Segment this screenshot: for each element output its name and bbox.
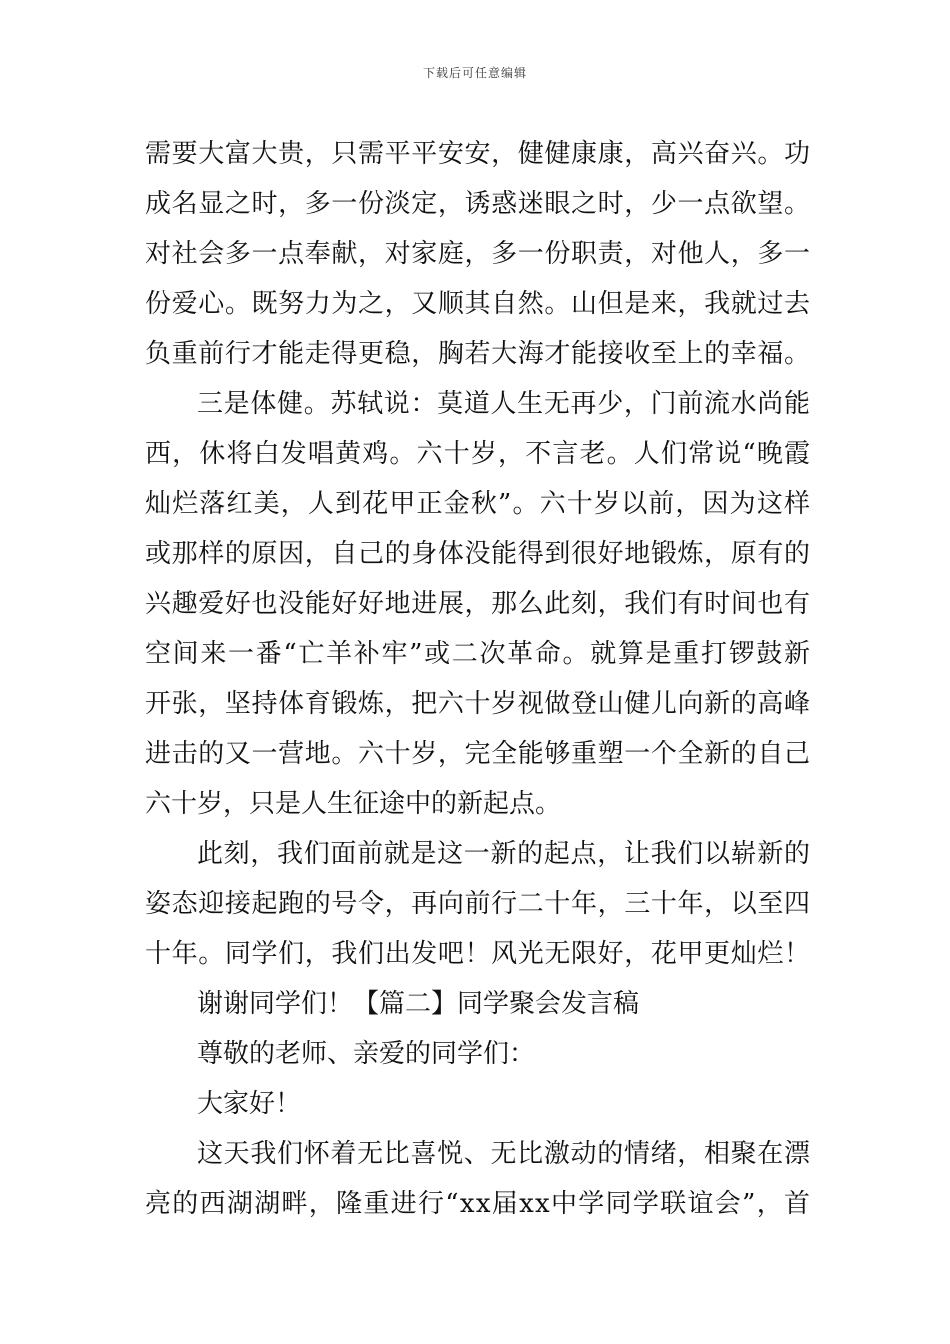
page-header: 下载后可任意编辑 xyxy=(422,66,527,80)
text-line: 或那样的原因，自己的身体没能得到很好地锻炼，原有的 xyxy=(145,539,811,569)
text-line: 这天我们怀着无比喜悦、无比激动的情绪，相聚在漂 xyxy=(197,1139,811,1169)
text-line: 亮的西湖湖畔，隆重进行“xx届xx中学同学联谊会”，首 xyxy=(145,1189,812,1219)
text-line: 成名显之时，多一份淡定，诱惑迷眼之时，少一点欲望。 xyxy=(145,189,811,219)
text-line: 开张，坚持体育锻炼，把六十岁视做登山健儿向新的高峰 xyxy=(145,689,811,719)
text-line: 负重前行才能走得更稳，胸若大海才能接收至上的幸福。 xyxy=(145,339,811,369)
text-line: 六十岁，只是人生征途中的新起点。 xyxy=(145,789,562,819)
text-line: 十年。同学们，我们出发吧！风光无限好，花甲更灿烂！ xyxy=(145,939,811,969)
text-line: 西，休将白发唱黄鸡。六十岁，不言老。人们常说“晚霞 xyxy=(145,439,812,469)
text-line: 谢谢同学们！【篇二】同学聚会发言稿 xyxy=(197,989,640,1019)
text-line: 需要大富大贵，只需平平安安，健健康康，高兴奋兴。功 xyxy=(145,139,811,169)
text-line: 三是体健。苏轼说：莫道人生无再少，门前流水尚能 xyxy=(197,389,811,419)
text-line: 兴趣爱好也没能好好地进展，那么此刻，我们有时间也有 xyxy=(145,589,811,619)
text-line: 尊敬的老师、亲爱的同学们： xyxy=(197,1039,536,1069)
text-line: 灿烂落红美，人到花甲正金秋”。六十岁以前，因为这样 xyxy=(145,489,812,519)
document-body xyxy=(145,129,810,1229)
text-line: 此刻，我们面前就是这一新的起点，让我们以崭新的 xyxy=(197,839,811,869)
text-line: 进击的又一营地。六十岁，完全能够重塑一个全新的自己 xyxy=(145,739,811,769)
text-line: 姿态迎接起跑的号令，再向前行二十年，三十年，以至四 xyxy=(145,889,811,919)
text-line: 空间来一番“亡羊补牢”或二次革命。就算是重打锣鼓新 xyxy=(145,639,812,669)
text-line: 份爱心。既努力为之，又顺其自然。山但是来，我就过去 xyxy=(145,289,811,319)
text-line: 大家好！ xyxy=(197,1089,302,1119)
text-line: 对社会多一点奉献，对家庭，多一份职责，对他人，多一 xyxy=(145,239,811,269)
